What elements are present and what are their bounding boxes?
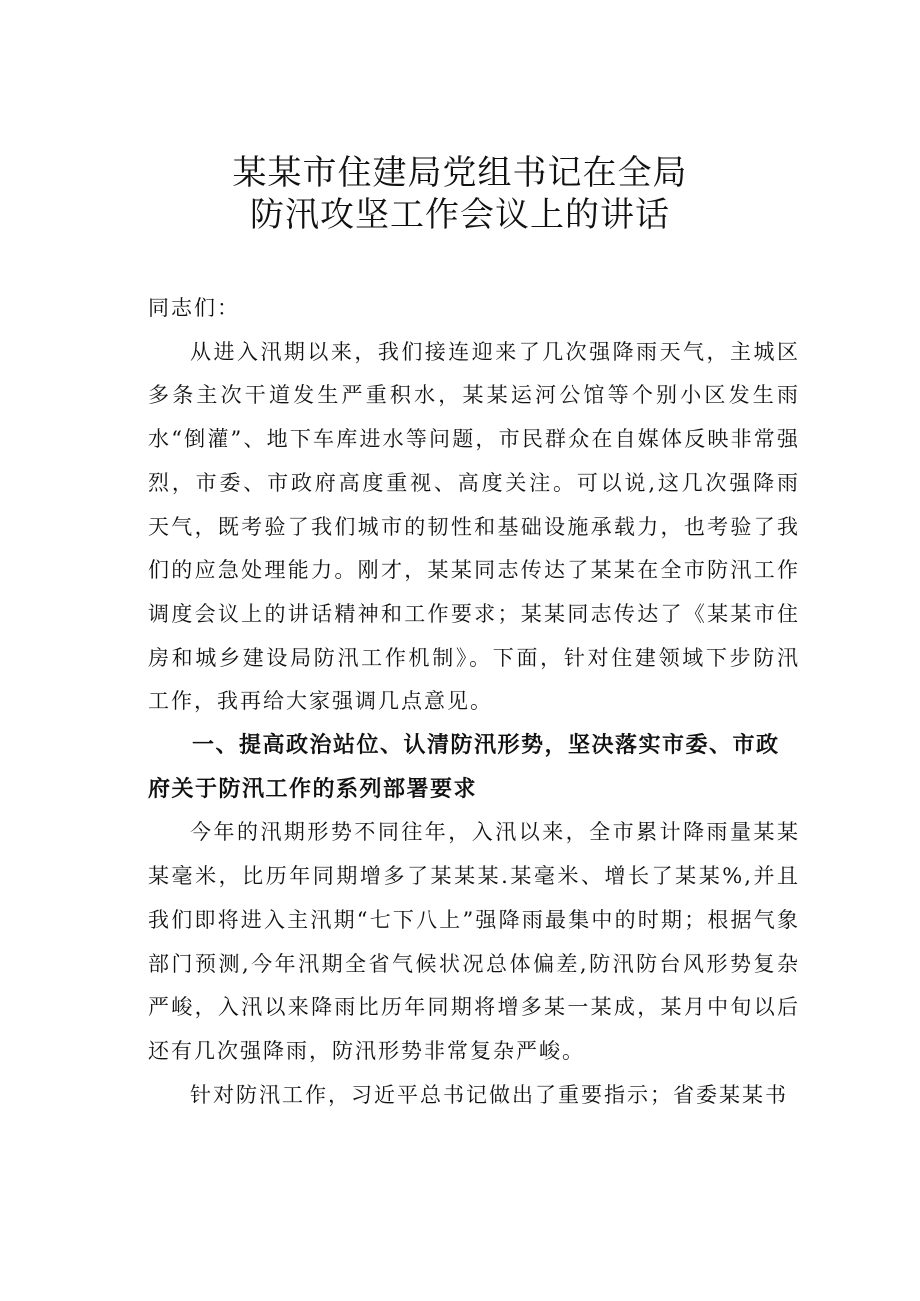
title-line-1: 某某市住建局党组书记在全局 — [232, 153, 688, 193]
document-title — [0, 152, 920, 236]
section1-paragraph-2: 针对防汛工作，习近平总书记做出了重要指示；省委某某书 — [190, 1082, 788, 1107]
section1-paragraph-1: 今年的汛期形势不同往年，入汛以来，全市累计降雨量某某某毫米，比历年同期增多了某某某.某毫米、增长了某某%,并且我们即将进入主汛期“七下八上”强降雨最集中的时期；根据气象部门预测,今年汛期全省气候状况总体偏差,防汛防台风形势复杂严峻，入汛以来降雨比历年同期将增多某一某成，某月中旬以后还有几次强降雨，防汛形势非常复杂严峻。 — [148, 820, 800, 1063]
section-heading-1: 一、提高政治站位、认清防汛形势，坚决落实市委、市政府关于防汛工作的系列部署要求 — [148, 733, 780, 802]
document-body — [148, 287, 800, 1117]
salutation: 同志们： — [148, 296, 240, 320]
title-line-2: 防汛攻坚工作会议上的讲话 — [250, 195, 670, 235]
intro-paragraph: 从进入汛期以来，我们接连迎来了几次强降雨天气，主城区多条主次干道发生严重积水，某某运河公馆等个别小区发生雨水“倒灌”、地下车库进水等问题，市民群众在自媒体反映非常强烈，市委、市政府高度重视、高度关注。可以说,这几次强降雨天气，既考验了我们城市的韧性和基础设施承载力，也考验了我们的应急处理能力。刚才，某某同志传达了某某在全市防汛工作调度会议上的讲话精神和工作要求；某某同志传达了《某某市住房和城乡建设局防汛工作机制》。下面，针对住建领域下步防汛工作，我再给大家强调几点意见。 — [148, 339, 800, 714]
